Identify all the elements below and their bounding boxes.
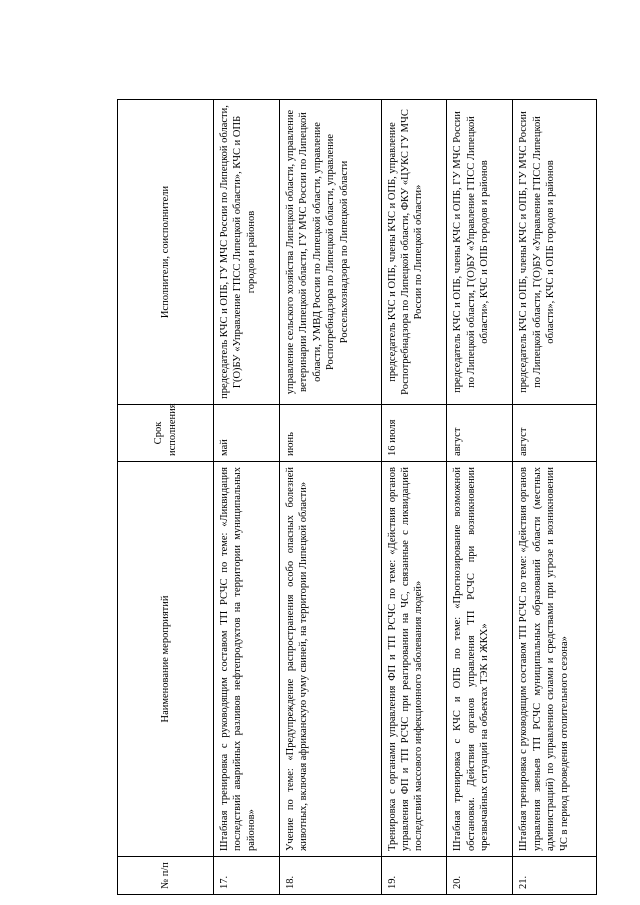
- row-executors: председатель КЧС и ОПБ, члены КЧС и ОПБ, ГУ МЧС России по Липецкой области, Г(О)БУ «Управление ГПСС Липецкой области», КЧС и ОПБ городов и районов: [447, 100, 513, 405]
- row-term: август: [447, 405, 513, 462]
- row-num: 21.: [513, 857, 597, 895]
- row-executors: управление сельского хозяйства Липецкой области, управление ветеринарии Липецкой области, ГУ МЧС России по Липецкой области, УМВД России по Липецкой области, управление Роспотребнадзора по Липецкой области, управление Россельхознадзора по Липецкой области: [279, 100, 381, 405]
- events-table: [117, 99, 597, 895]
- row-term: 16 июля: [381, 405, 447, 462]
- row-num: 19.: [381, 857, 447, 895]
- table-row: [447, 100, 513, 895]
- row-executors: председатель КЧС и ОПБ, ГУ МЧС России по Липецкой области, Г(О)БУ «Управление ГПСС Липецкой области», КЧС и ОПБ городов и районов: [214, 100, 280, 405]
- row-name: Тренировка с органами управления ФП и ТП РСЧС по теме: «Действия органов управления ФП и ТП РСЧС при реагировании на ЧС, связанные с ликвидацией последствий массового инфекционного заболевания людей»: [381, 462, 447, 857]
- header-num: № п/п: [118, 857, 214, 895]
- table-row: [513, 100, 597, 895]
- header-row: [118, 100, 214, 895]
- table-row: [214, 100, 280, 895]
- row-executors: председатель КЧС и ОПБ, члены КЧС и ОПБ, управление Роспотребнадзора по Липецкой области, ФКУ «ЦУКС ГУ МЧС России по Липецкой области»: [381, 100, 447, 405]
- row-term: июнь: [279, 405, 381, 462]
- row-name: Штабная тренировка с руководящим составом ТП РСЧС по теме: «Ликвидация последствий аварийных разливов нефтепродуктов на территории муниципальных районов»: [214, 462, 280, 857]
- row-name: Учение по теме: «Предупреждение распространения особо опасных болезней животных, включая африканскую чуму свиней, на территории Липецкой области»: [279, 462, 381, 857]
- row-name: Штабная тренировка с КЧС и ОПБ по теме: «Прогнозирование возможной обстановки. Действия органов управления ТП РСЧС при возникновении чрезвычайных ситуаций на объектах ТЭК и ЖКХ»: [447, 462, 513, 857]
- row-num: 20.: [447, 857, 513, 895]
- row-term: август: [513, 405, 597, 462]
- row-executors: председатель КЧС и ОПБ, члены КЧС и ОПБ, ГУ МЧС России по Липецкой области, Г(О)БУ «Управление ГПСС Липецкой области», КЧС и ОПБ городов и районов: [513, 100, 597, 405]
- header-name: Наименование мероприятий: [118, 462, 214, 857]
- header-term: Срок исполнения: [118, 405, 214, 462]
- row-term: май: [214, 405, 280, 462]
- row-num: 18.: [279, 857, 381, 895]
- header-executors: Исполнители, соисполнители: [118, 100, 214, 405]
- row-num: 17.: [214, 857, 280, 895]
- row-name: Штабная тренировка с руководящим составом ТП РСЧС по теме: «Действия органов управления звеньев ТП РСЧС муниципальных образований области (местных администраций) по управлению силами и средствами при угрозе и возникновении ЧС в период проведения отопительного сезона»: [513, 462, 597, 857]
- table-row: [279, 100, 381, 895]
- table-row: [381, 100, 447, 895]
- rotated-page: [117, 100, 597, 895]
